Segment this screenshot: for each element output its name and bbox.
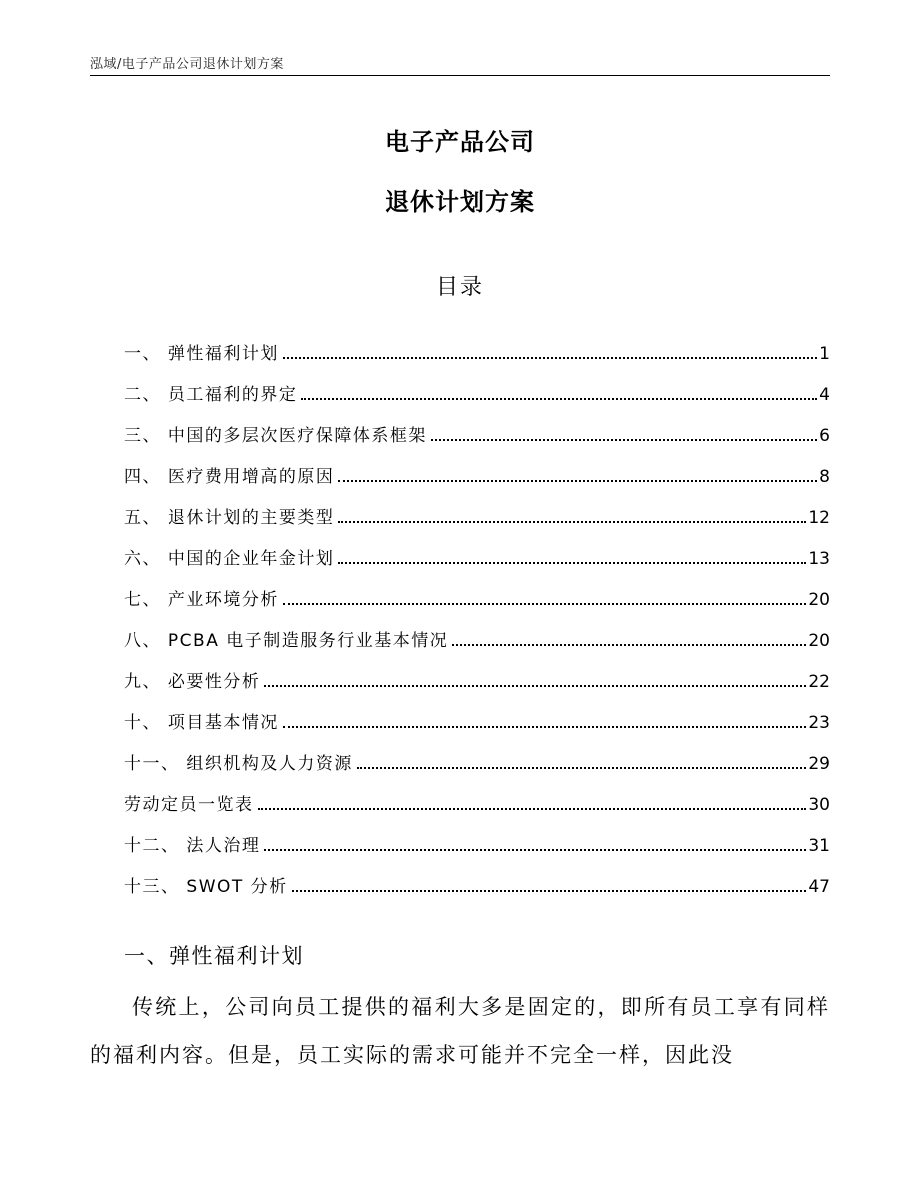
toc-entry-label: 五、 退休计划的主要类型 bbox=[124, 508, 335, 528]
toc-entry-page: 30 bbox=[808, 795, 830, 815]
toc-leader-dots bbox=[283, 357, 817, 359]
toc-entry-page: 23 bbox=[808, 713, 830, 733]
toc-entry-page: 47 bbox=[808, 877, 830, 897]
table-of-contents bbox=[124, 323, 830, 897]
toc-entry-page: 13 bbox=[808, 549, 830, 569]
toc-entry-page: 12 bbox=[808, 508, 830, 528]
body-paragraph: 传统上，公司向员工提供的福利大多是固定的，即所有员工享有同样的福利内容。但是，员工实际的需求可能并不完全一样，因此没 bbox=[90, 995, 830, 1067]
toc-entry-label: 七、 产业环境分析 bbox=[124, 590, 279, 610]
toc-leader-dots bbox=[357, 767, 806, 769]
toc-entry-page: 22 bbox=[808, 672, 830, 692]
toc-entry-page: 29 bbox=[808, 754, 830, 774]
toc-entry[interactable] bbox=[124, 446, 830, 487]
toc-entry[interactable] bbox=[124, 323, 830, 364]
toc-leader-dots bbox=[283, 726, 806, 728]
toc-entry[interactable] bbox=[124, 692, 830, 733]
toc-leader-dots bbox=[264, 685, 806, 687]
toc-entry[interactable] bbox=[124, 569, 830, 610]
toc-entry[interactable] bbox=[124, 528, 830, 569]
toc-leader-dots bbox=[301, 398, 817, 400]
toc-entry-label: 十三、 SWOT 分析 bbox=[124, 877, 288, 897]
toc-entry-label: 十、 项目基本情况 bbox=[124, 713, 279, 733]
toc-entry-label: 六、 中国的企业年金计划 bbox=[124, 549, 335, 569]
toc-leader-dots bbox=[338, 521, 806, 523]
toc-entry[interactable] bbox=[124, 774, 830, 815]
toc-entry[interactable] bbox=[124, 733, 830, 774]
toc-entry[interactable] bbox=[124, 487, 830, 528]
toc-entry-page: 6 bbox=[819, 426, 830, 446]
toc-entry-page: 1 bbox=[819, 344, 830, 364]
toc-entry-page: 20 bbox=[808, 631, 830, 651]
toc-entry-label: 一、 弹性福利计划 bbox=[124, 344, 279, 364]
toc-leader-dots bbox=[292, 890, 807, 892]
toc-leader-dots bbox=[338, 480, 817, 482]
toc-entry-label: 十二、 法人治理 bbox=[124, 836, 261, 856]
toc-entry[interactable] bbox=[124, 651, 830, 692]
toc-leader-dots bbox=[264, 849, 806, 851]
toc-entry-page: 31 bbox=[808, 836, 830, 856]
toc-leader-dots bbox=[431, 439, 817, 441]
toc-leader-dots bbox=[452, 644, 806, 646]
toc-entry-label: 八、 PCBA 电子制造服务行业基本情况 bbox=[124, 631, 449, 651]
document-title-line-2: 退休计划方案 bbox=[385, 188, 535, 216]
toc-entry[interactable] bbox=[124, 610, 830, 651]
toc-entry-label: 四、 医疗费用增高的原因 bbox=[124, 467, 335, 487]
toc-leader-dots bbox=[338, 562, 806, 564]
document-title-line-1: 电子产品公司 bbox=[385, 128, 535, 156]
toc-entry[interactable] bbox=[124, 856, 830, 897]
toc-heading: 目录 bbox=[435, 275, 484, 300]
toc-entry-label: 三、 中国的多层次医疗保障体系框架 bbox=[124, 426, 427, 446]
toc-entry[interactable] bbox=[124, 815, 830, 856]
toc-leader-dots bbox=[258, 808, 807, 810]
toc-entry-label: 劳动定员一览表 bbox=[124, 795, 254, 815]
toc-leader-dots bbox=[283, 603, 806, 605]
toc-entry-page: 4 bbox=[819, 385, 830, 405]
toc-entry[interactable] bbox=[124, 405, 830, 446]
toc-entry-label: 九、 必要性分析 bbox=[124, 672, 261, 692]
toc-entry-label: 二、 员工福利的界定 bbox=[124, 385, 298, 405]
toc-entry[interactable] bbox=[124, 364, 830, 405]
document-header: 泓域/电子产品公司退休计划方案 bbox=[90, 57, 284, 72]
section-heading: 一、弹性福利计划 bbox=[124, 944, 304, 968]
toc-entry-label: 十一、 组织机构及人力资源 bbox=[124, 754, 353, 774]
header-divider bbox=[90, 75, 830, 76]
toc-entry-page: 20 bbox=[808, 590, 830, 610]
toc-entry-page: 8 bbox=[819, 467, 830, 487]
